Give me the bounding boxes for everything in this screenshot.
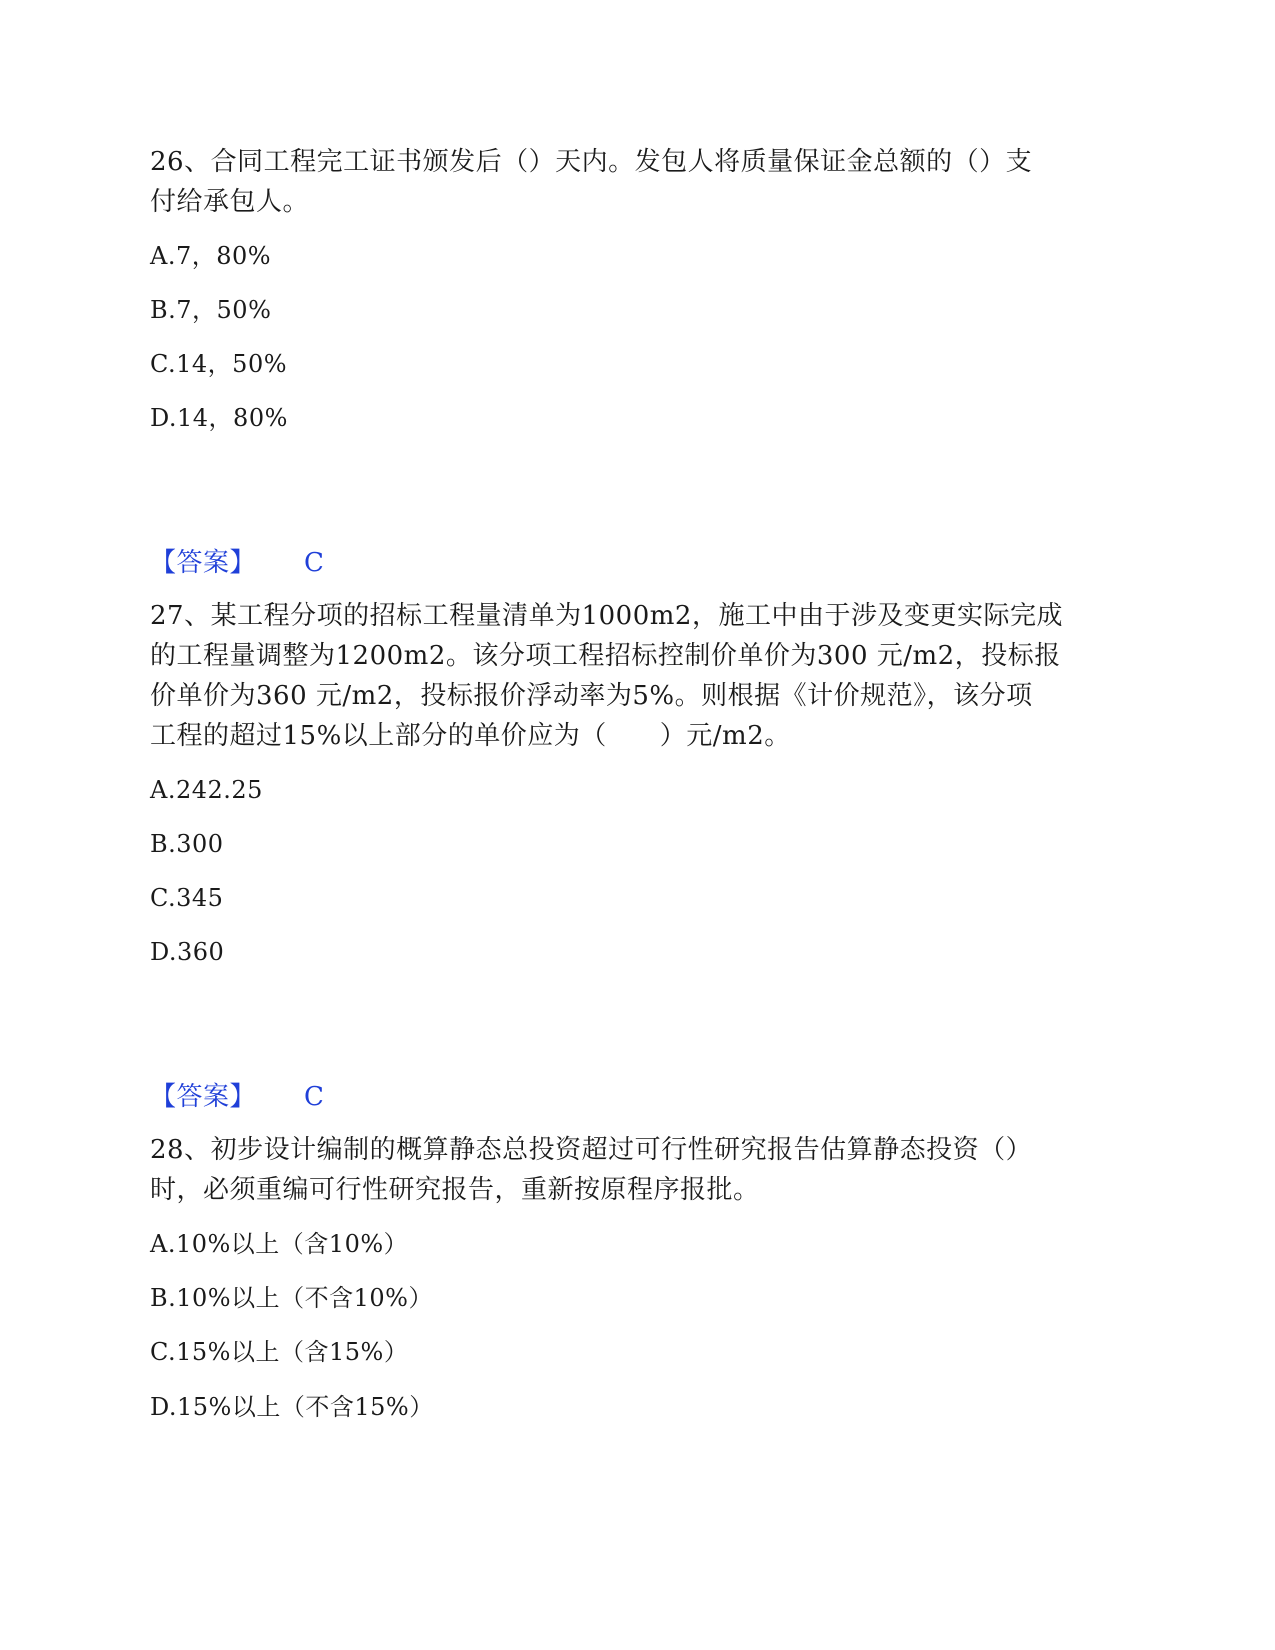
answer-value: C [304, 1082, 325, 1112]
question-stem-line: 价单价为360 元/m2，投标报价浮动率为5%。则根据《计价规范》，该分项 [150, 681, 1033, 711]
option-c: C.345 [150, 884, 224, 912]
question-stem-line: 时，必须重编可行性研究报告，重新按原程序报批。 [150, 1175, 760, 1205]
question-stem-line: 27、某工程分项的招标工程量清单为1000m2，施工中由于涉及变更实际完成 [150, 601, 1063, 631]
question-stem-line: 工程的超过15%以上部分的单价应为（ ）元/m2。 [150, 721, 791, 751]
answer-row [150, 1077, 324, 1117]
option-a: A.10%以上（含10%） [150, 1230, 409, 1258]
answer-row [150, 543, 324, 583]
question-stem-line: 26、合同工程完工证书颁发后（）天内。发包人将质量保证金总额的（）支 [150, 147, 1033, 177]
question-stem-line: 付给承包人。 [150, 187, 310, 217]
option-b: B.7，50% [150, 296, 272, 324]
question-stem-line: 28、初步设计编制的概算静态总投资超过可行性研究报告估算静态投资（） [150, 1135, 1033, 1165]
option-b: B.300 [150, 830, 224, 858]
question-stem-line: 的工程量调整为1200m2。该分项工程招标控制价单价为300 元/m2，投标报 [150, 641, 1061, 671]
option-a: A.242.25 [150, 776, 263, 804]
option-c: C.15%以上（含15%） [150, 1338, 409, 1366]
answer-label: 【答案】 [150, 1082, 257, 1112]
option-b: B.10%以上（不含10%） [150, 1284, 433, 1312]
option-d: D.14，80% [150, 404, 288, 432]
answer-label: 【答案】 [150, 548, 257, 578]
option-c: C.14，50% [150, 350, 288, 378]
option-d: D.15%以上（不含15%） [150, 1393, 434, 1421]
option-a: A.7，80% [150, 242, 272, 270]
option-d: D.360 [150, 938, 225, 966]
answer-value: C [304, 548, 325, 578]
